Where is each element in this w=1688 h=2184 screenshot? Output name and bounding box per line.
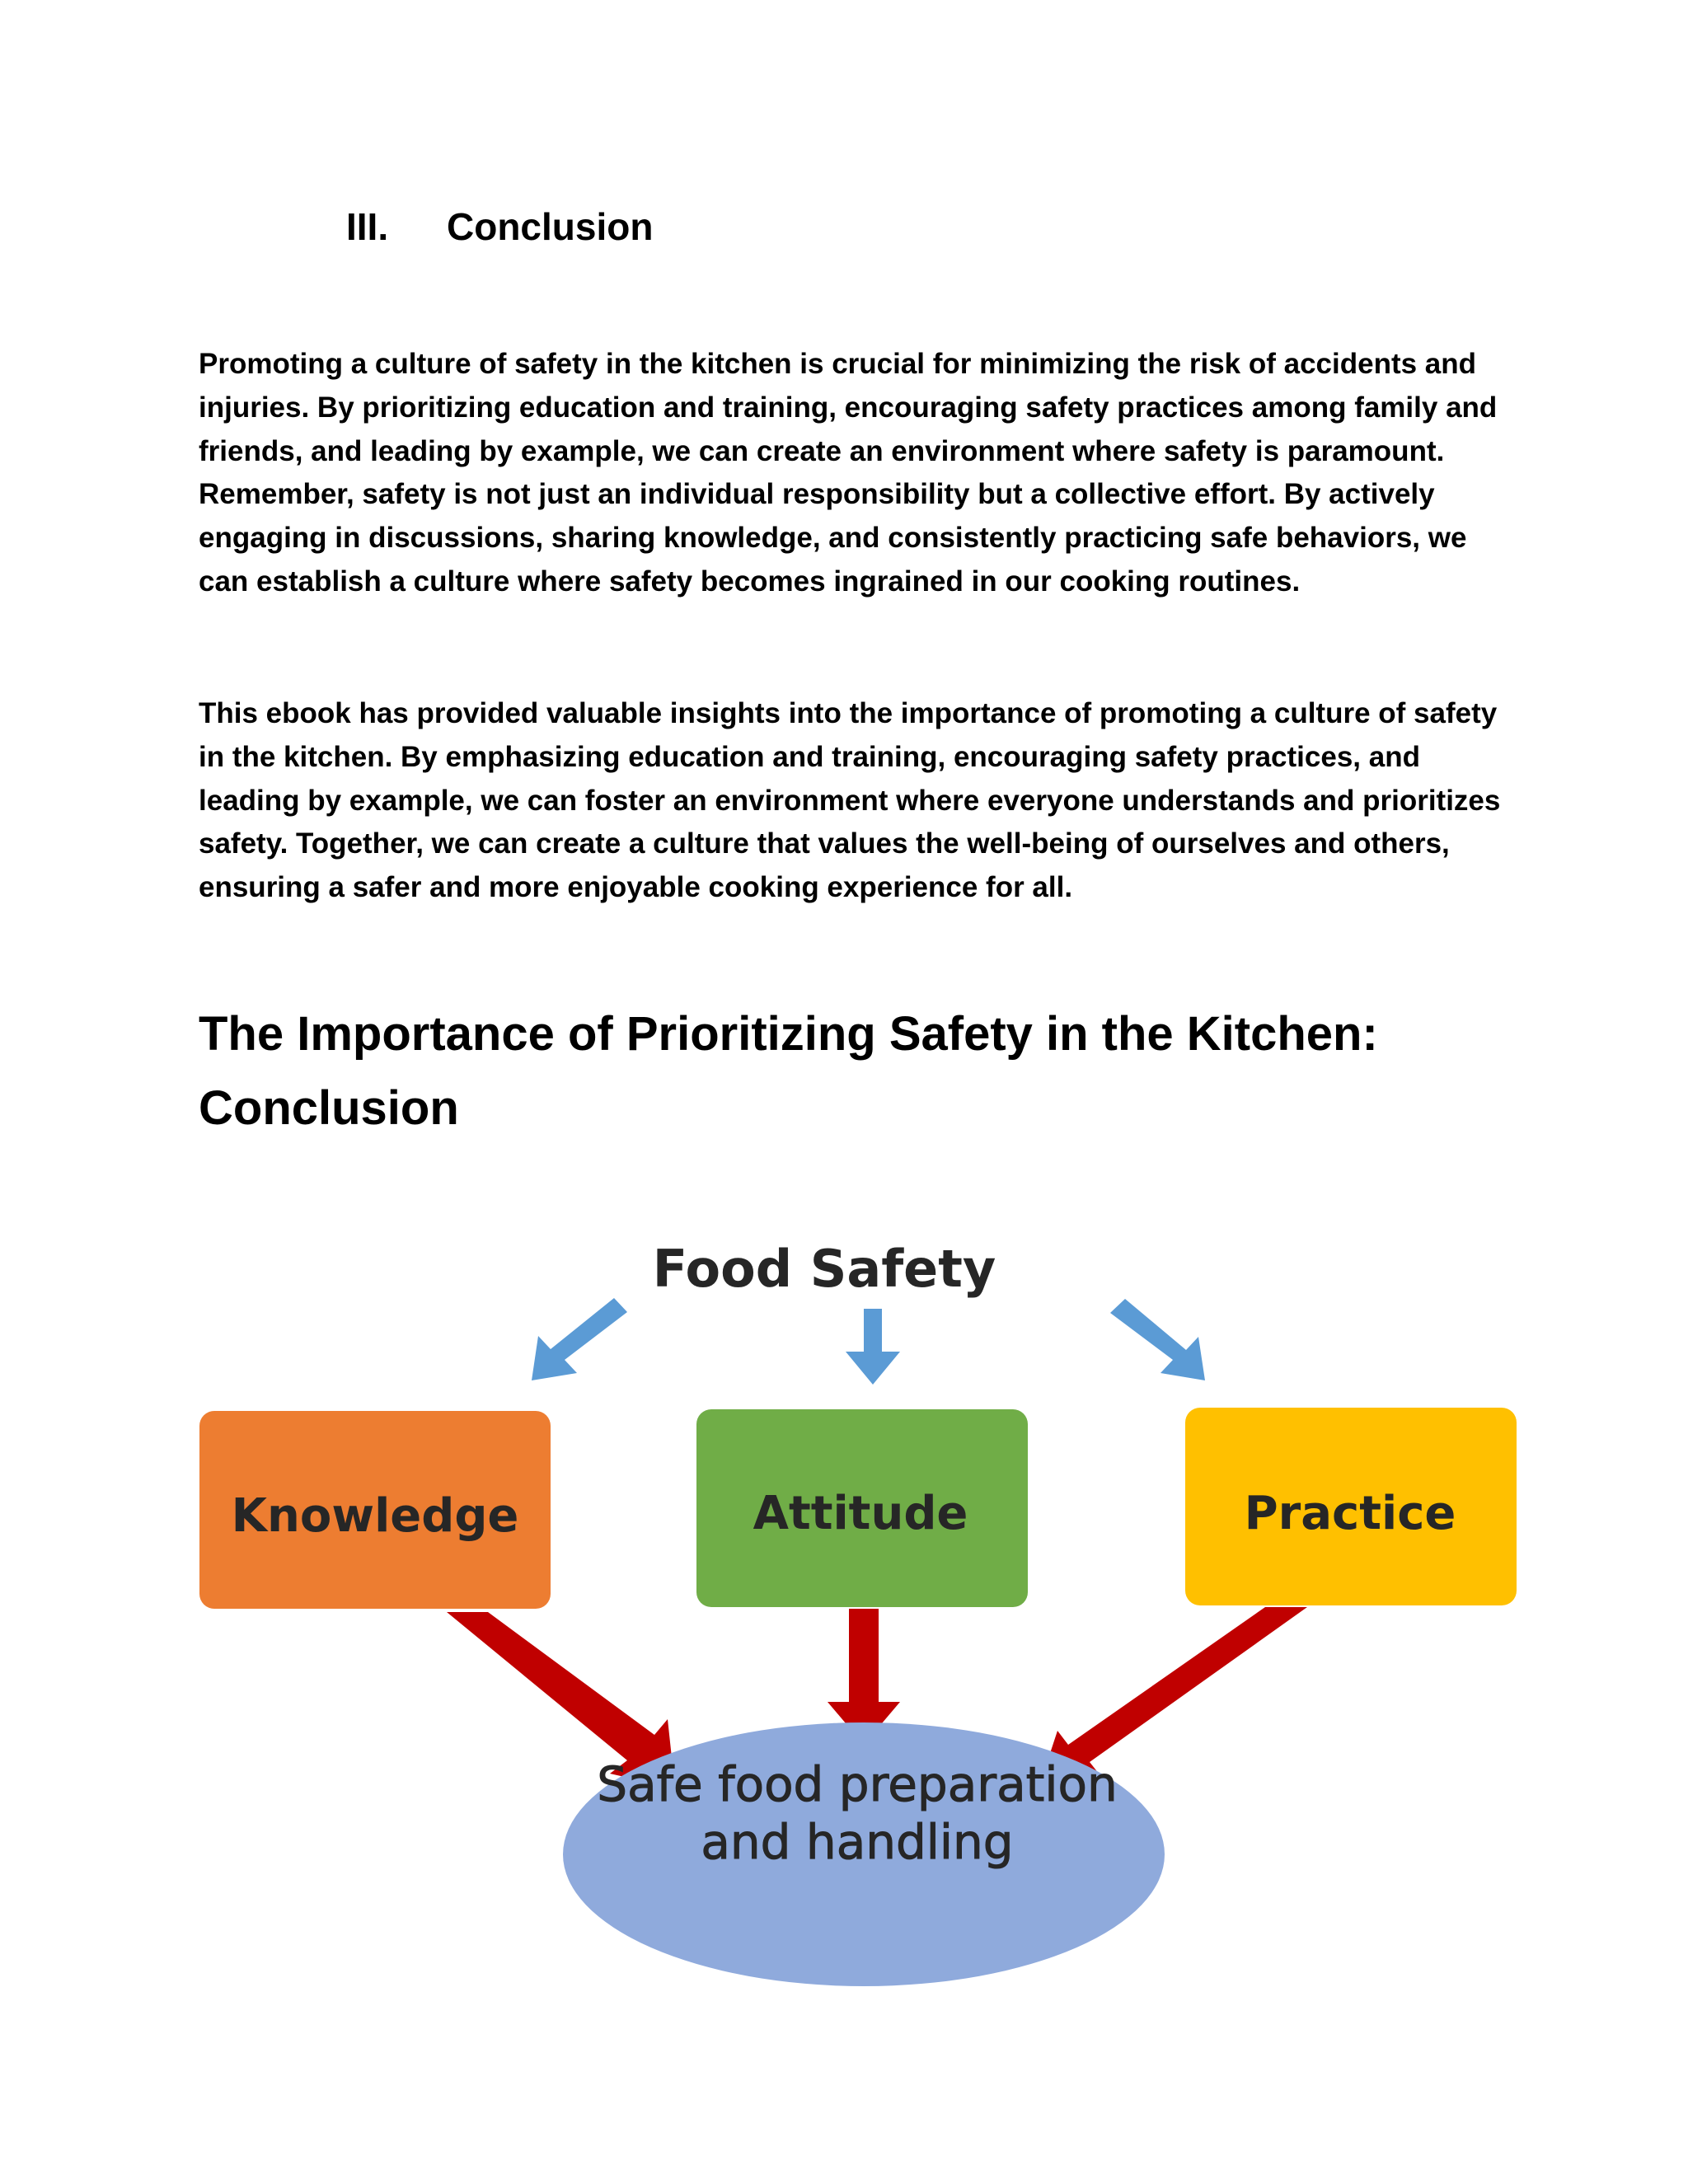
arrow-down-right-icon [1110, 1299, 1205, 1380]
diagram-graphics [190, 1220, 1525, 1994]
main-heading: The Importance of Prioritizing Safety in the Kitchen: Conclusion [199, 1007, 1378, 1135]
section-title: Conclusion [447, 205, 654, 248]
arrow-down-left-icon [532, 1298, 627, 1380]
arrow-down-icon [846, 1309, 900, 1385]
practice-label: Practice [1244, 1487, 1456, 1540]
knowledge-label: Knowledge [231, 1489, 519, 1543]
attitude-label: Attitude [753, 1487, 968, 1540]
section-heading [346, 198, 653, 255]
food-safety-diagram [190, 1220, 1525, 1994]
paragraph-2: This ebook has provided valuable insights into the importance of promoting a culture of safety in the kitchen. By emphasizing education and training, encouraging safety practices, and leading by example, we can foster an environment where everyone understands and prioritizes safety. Together, we can create a culture that values the well-being of ourselves and others, ensuring a safer and more enjoyable cooking experience for all. [199, 697, 1501, 904]
paragraph-1: Promoting a culture of safety in the kitchen is crucial for minimizing the risk of accidents and injuries. By prioritizing education and training, encouraging safety practices among family and friends, and leading by example, we can create an environment where safety is paramount. Remember, safety is not just an individual responsibility but a collective effort. By actively engaging in discussions, sharing knowledge, and consistently practicing safe behaviors, we can establish a culture where safety becomes ingrained in our cooking routines. [199, 348, 1498, 598]
diagram-title: Food Safety [652, 1239, 996, 1299]
outcome-label: Safe food preparation and handling [597, 1756, 1118, 1870]
section-numeral: III. [346, 205, 389, 248]
